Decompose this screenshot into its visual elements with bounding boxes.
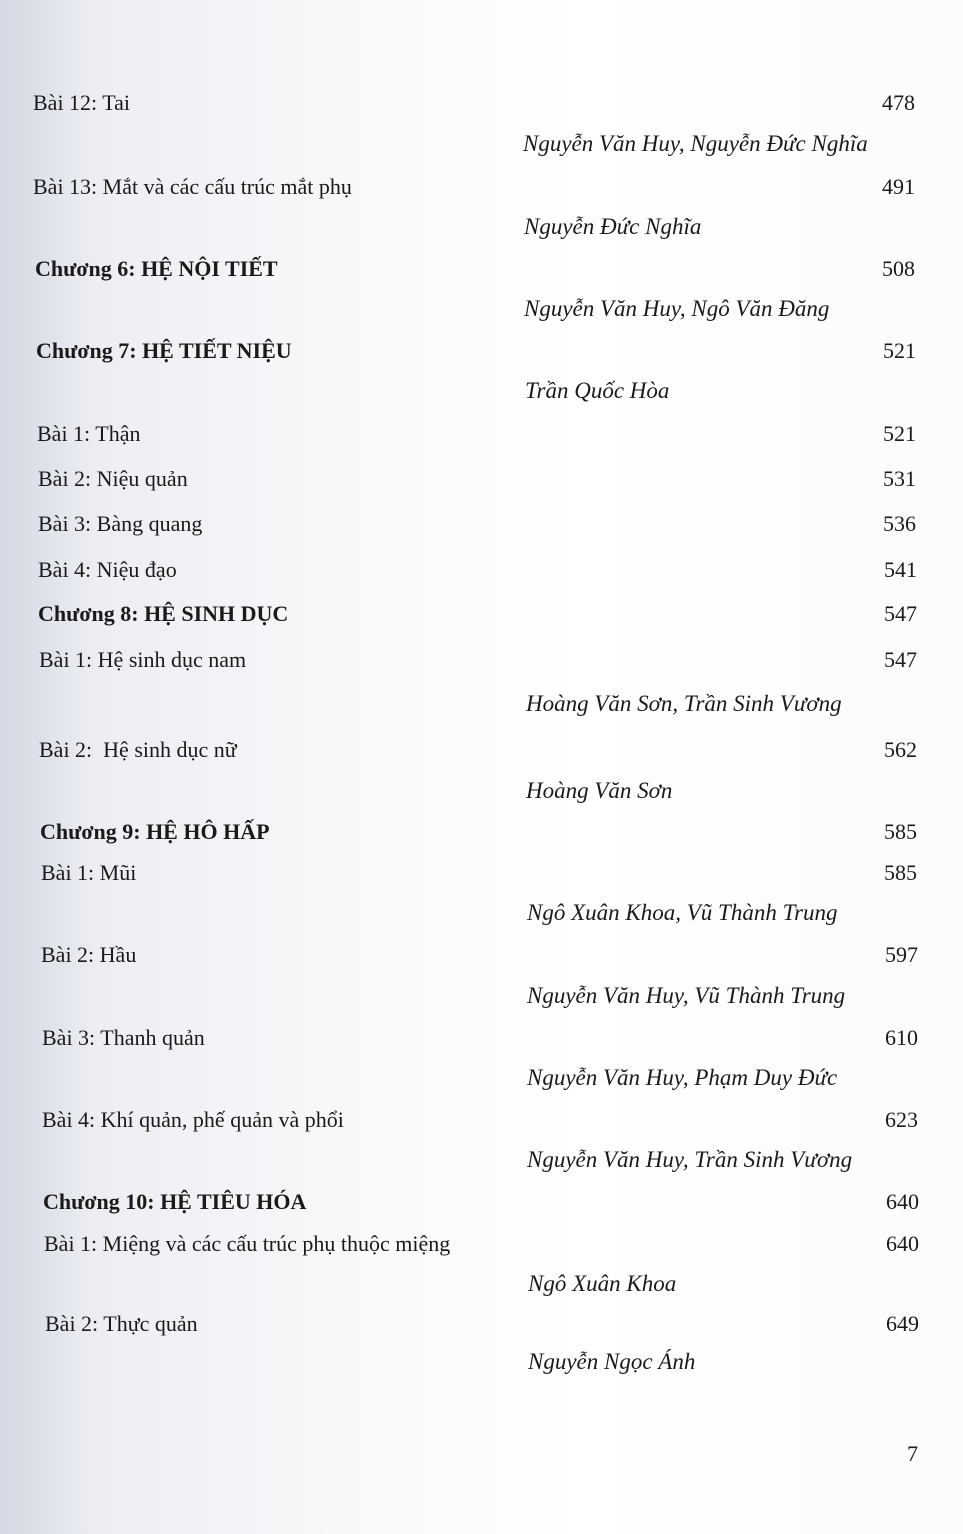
toc-entry: [0, 1023, 963, 1053]
toc-entry-page: 623: [885, 1107, 918, 1132]
toc-entry-title: Bài 2: Hầu: [41, 942, 137, 967]
toc-entry-page: 562: [884, 737, 917, 762]
toc-entry-page: 585: [884, 819, 917, 844]
toc-entry-title: Bài 2: Niệu quản: [38, 466, 188, 491]
toc-entry-title: Bài 1: Mũi: [41, 860, 137, 885]
toc-entry-page: 547: [884, 647, 917, 672]
toc-chapter-title: Chương 7: HỆ TIẾT NIỆU: [36, 338, 292, 363]
toc-entry: [0, 1309, 963, 1339]
toc-chapter-title: Chương 8: HỆ SINH DỤC: [38, 601, 289, 626]
toc-entry: [0, 509, 963, 539]
toc-entry: [0, 940, 963, 970]
toc-chapter: [0, 1187, 963, 1217]
toc-entry-page: 521: [883, 421, 916, 446]
author-line: Ngô Xuân Khoa, Vũ Thành Trung: [527, 900, 838, 925]
toc-entry-page: 597: [885, 942, 918, 967]
toc-chapter-title: Chương 6: HỆ NỘI TIẾT: [35, 256, 278, 281]
toc-entry-title: Bài 4: Khí quản, phế quản và phổi: [42, 1107, 344, 1132]
toc-entry-title: Bài 3: Thanh quản: [42, 1025, 205, 1050]
toc-entry: [0, 1229, 963, 1259]
toc-entry: [0, 645, 963, 675]
toc-entry-page: 541: [884, 557, 917, 582]
toc-entry-title: Bài 13: Mắt và các cấu trúc mắt phụ: [33, 174, 352, 199]
toc-entry: [0, 1105, 963, 1135]
toc-entry-page: 491: [882, 174, 915, 199]
toc-entry: [0, 858, 963, 888]
toc-entry-page: 531: [883, 466, 916, 491]
toc-entry-title: Bài 12: Tai: [33, 90, 131, 115]
toc-entry-page: 508: [882, 256, 915, 281]
toc-chapter: [0, 254, 963, 284]
toc-entry: [0, 172, 963, 202]
toc-chapter-title: Chương 9: HỆ HÔ HẤP: [40, 819, 270, 844]
toc-entry-page: 640: [886, 1189, 919, 1214]
toc-entry-title: Bài 3: Bàng quang: [38, 511, 203, 536]
toc-chapter: [0, 817, 963, 847]
toc-entry-title: Bài 1: Thận: [37, 421, 141, 446]
toc-entry: [0, 555, 963, 585]
author-line: Nguyễn Văn Huy, Trần Sinh Vương: [527, 1147, 853, 1172]
toc-chapter: [0, 599, 963, 629]
toc-entry-title: Bài 1: Miệng và các cấu trúc phụ thuộc miệng: [44, 1231, 451, 1256]
page-number: 7: [907, 1441, 918, 1466]
toc-entry-page: 536: [883, 511, 916, 536]
toc-chapter-title: Chương 10: HỆ TIÊU HÓA: [43, 1189, 307, 1214]
author-line: Trần Quốc Hòa: [525, 378, 670, 403]
author-line: Hoàng Văn Sơn, Trần Sinh Vương: [526, 691, 842, 716]
toc-entry-page: 649: [886, 1311, 919, 1336]
toc-entry-title: Bài 2: Thực quản: [45, 1311, 198, 1336]
toc-entry: [0, 88, 963, 118]
author-line: Nguyễn Đức Nghĩa: [524, 214, 702, 239]
author-line: Hoàng Văn Sơn: [526, 778, 673, 803]
toc-entry-title: Bài 2: Hệ sinh dục nữ: [39, 737, 237, 762]
author-line: Nguyễn Văn Huy, Nguyễn Đức Nghĩa: [523, 131, 868, 156]
toc-entry-page: 585: [884, 860, 917, 885]
toc-entry: [0, 419, 963, 449]
author-line: Nguyễn Văn Huy, Ngô Văn Đăng: [524, 296, 830, 321]
toc-chapter: [0, 336, 963, 366]
toc-entry-page: 521: [883, 338, 916, 363]
toc-entry-page: 478: [882, 90, 915, 115]
toc-entry-title: Bài 1: Hệ sinh dục nam: [39, 647, 247, 672]
author-line: Nguyễn Văn Huy, Vũ Thành Trung: [527, 983, 846, 1008]
author-line: Ngô Xuân Khoa: [528, 1271, 677, 1296]
author-line: Nguyễn Văn Huy, Phạm Duy Đức: [527, 1065, 838, 1090]
toc-entry-page: 640: [886, 1231, 919, 1256]
toc-entry: [0, 735, 963, 765]
toc-entry: [0, 464, 963, 494]
toc-entry-page: 610: [885, 1025, 918, 1050]
toc-entry-title: Bài 4: Niệu đạo: [38, 557, 177, 582]
toc-entry-page: 547: [884, 601, 917, 626]
author-line: Nguyễn Ngọc Ánh: [528, 1349, 696, 1374]
